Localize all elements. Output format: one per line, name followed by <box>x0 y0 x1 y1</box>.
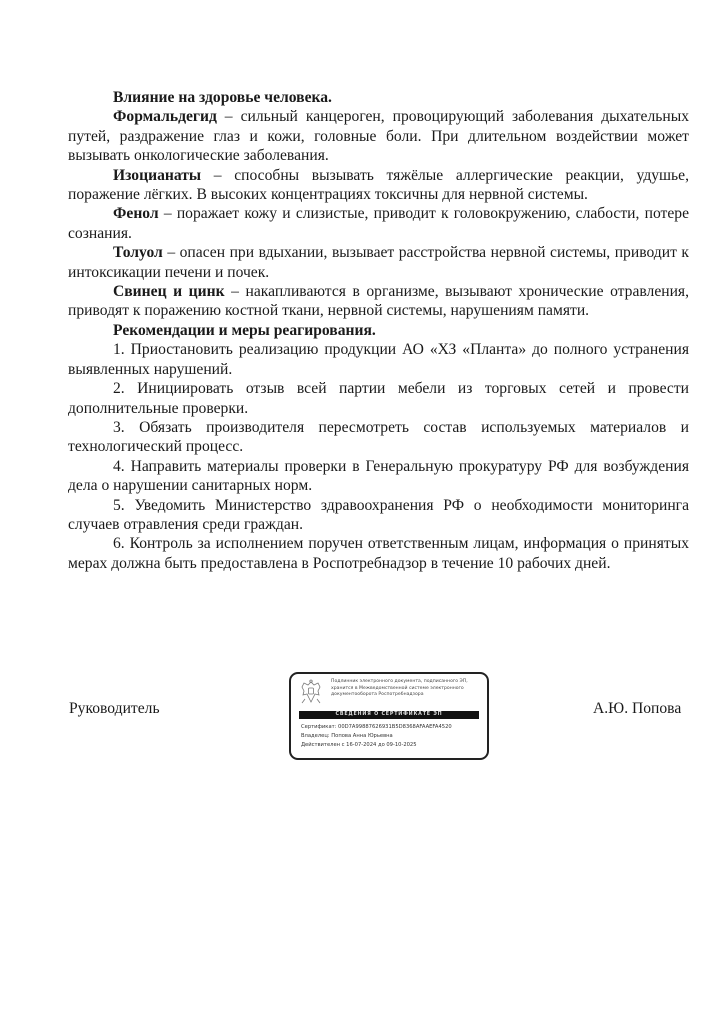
substance-paragraph <box>68 166 689 205</box>
health-heading: Влияние на здоровье человека. <box>113 89 332 106</box>
signatory-position: Руководитель <box>69 700 160 717</box>
stamp-notice: Подлинник электронного документа, подписанного ЭП, хранится в Межведомственной системе электронного документооборота Роспотребнадзора <box>331 679 468 698</box>
recommendations-heading: Рекомендации и меры реагирования. <box>113 321 376 339</box>
certificate-number: Сертификат: 00D7A99887626931B5D8368AFAAEFA4520 <box>301 724 452 730</box>
recommendation-item: 6. Контроль за исполнением поручен ответственным лицам, информация о принятых мерах должна быть предоставлена в Роспотребнадзор в течение 10 рабочих дней. <box>68 535 689 572</box>
substance-text: – способны вызывать тяжёлые аллергические реакции, удушье, поражение лёгких. В высоких концентрациях токсичны для нервной системы. <box>68 166 689 204</box>
substance-name: Свинец и цинк <box>113 283 225 301</box>
signatory-name: А.Ю. Попова <box>593 700 682 717</box>
certificate-validity: Действителен с 16-07-2024 до 09-10-2025 <box>301 742 417 748</box>
certificate-owner: Владелец: Попова Анна Юрьевна <box>301 733 393 739</box>
electronic-signature-stamp <box>289 672 489 760</box>
recommendation-item: 4. Направить материалы проверки в Генеральную прокуратуру РФ для возбуждения дела о нарушении санитарных норм. <box>68 457 689 495</box>
coat-of-arms-icon <box>299 679 323 705</box>
substance-text: – опасен при вдыхании, вызывает расстройства нервной системы, приводит к интоксикации печени и почек. <box>68 244 689 281</box>
substance-text: – накапливаются в организме, вызывают хронические отравления, приводят к поражению костной ткани, нервной системы, нарушениям памяти. <box>68 283 690 320</box>
substance-text: – поражает кожу и слизистые, приводит к головокружению, слабости, потере сознания. <box>68 205 689 242</box>
recommendation-item: 2. Инициировать отзыв всей партии мебели из торговых сетей и провести дополнительные проверки. <box>68 380 689 417</box>
substance-text: – сильный канцероген, провоцирующий заболевания дыхательных путей, раздражение глаз и кожи, головные боли. При длительном воздействии может вызывать онкологические заболевания. <box>68 108 689 165</box>
substance-paragraph <box>68 282 689 321</box>
substance-paragraph <box>68 204 689 243</box>
substance-paragraph <box>68 107 689 165</box>
substance-name: Изоцианаты <box>113 166 202 184</box>
recommendation-item: 5. Уведомить Министерство здравоохранения РФ о необходимости мониторинга случаев отравления среди граждан. <box>68 496 689 533</box>
document-body <box>68 88 689 573</box>
recommendation-item: 3. Обязать производителя пересмотреть состав используемых материалов и технологический процесс. <box>68 418 689 456</box>
substance-name: Формальдегид <box>113 108 217 126</box>
substance-name: Толуол <box>113 244 163 262</box>
substance-paragraph <box>68 243 689 282</box>
substance-name: Фенол <box>113 205 159 223</box>
recommendation-item: 1. Приостановить реализацию продукции АО «ХЗ «Планта» до полного устранения выявленных нарушений. <box>68 341 689 378</box>
certificate-info-bar: СВЕДЕНИЯ О СЕРТИФИКАТЕ ЭП <box>299 711 479 719</box>
